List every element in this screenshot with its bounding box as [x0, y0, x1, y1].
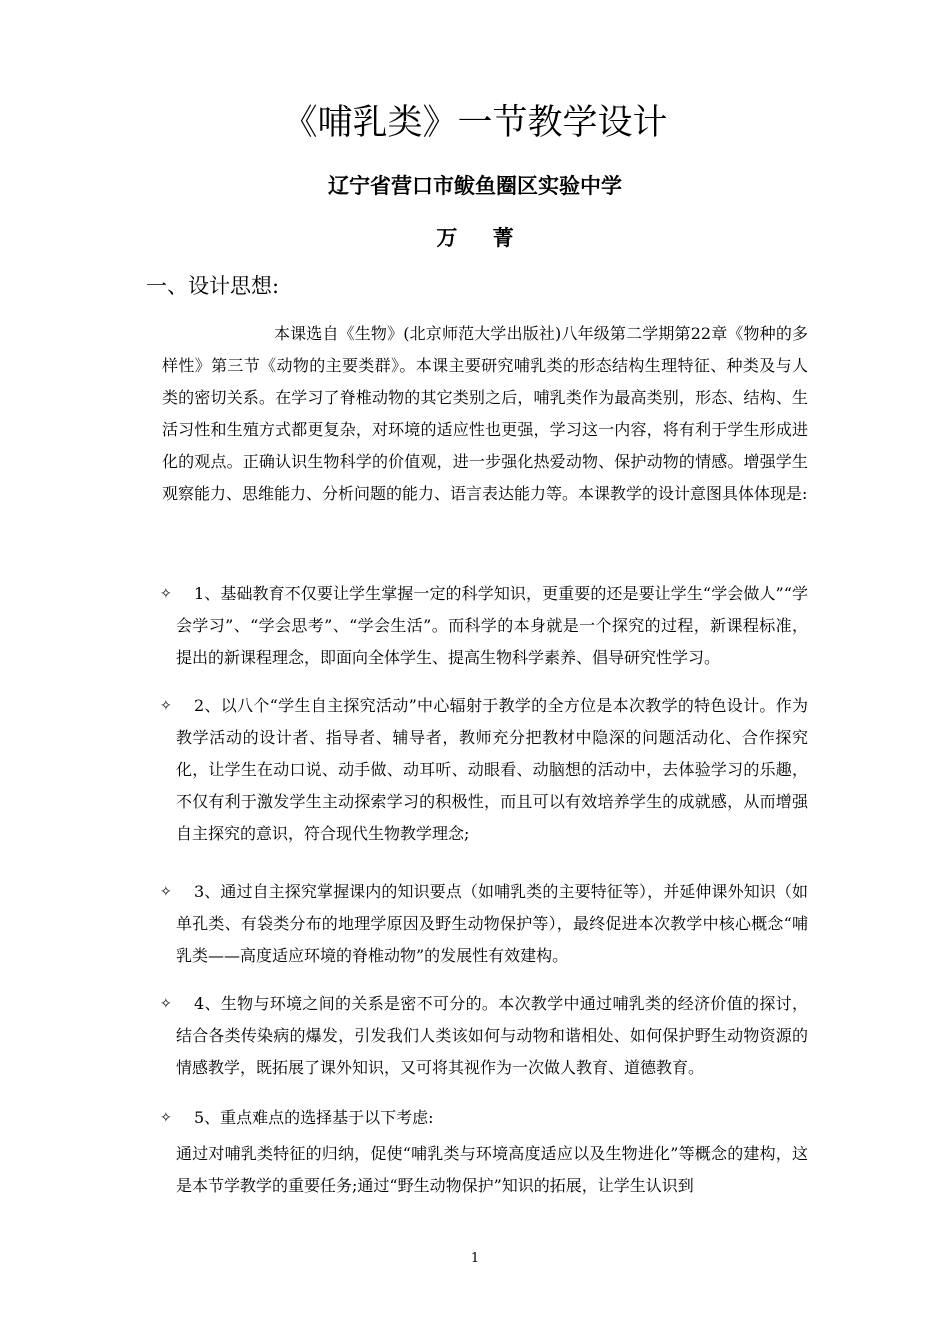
section-heading: 一、设计思想:: [146, 274, 280, 298]
document-title: 《哺乳类》一节教学设计: [282, 103, 668, 143]
bullet-item-5: 5、重点难点的选择基于以下考虑:: [194, 1108, 434, 1127]
bullet-marker-icon: ✧: [160, 586, 172, 602]
bullet-item-3: 3、通过自主探究掌握课内的知识要点（如哺乳类的主要特征等），并延伸课外知识（如单孔类、有袋类分布的地理学原因及野生动物保护等），最终促进本次教学中核心概念“哺乳类——高度适应环境的脊椎动物”的发展性有效建构。: [176, 882, 808, 965]
bullet-marker-icon: ✧: [160, 698, 172, 714]
bullet-marker-icon: ✧: [160, 1110, 172, 1126]
bullet-item-4: 4、生物与环境之间的关系是密不可分的。本次教学中通过哺乳类的经济价值的探讨，结合各类传染病的爆发，引发我们人类该如何与动物和谐相处、如何保护野生动物资源的情感教学，既拓展了课外知识，又可将其视作为一次做人教育、道德教育。: [176, 994, 808, 1077]
intro-paragraph: 本课选自《生物》(北京师范大学出版社)八年级第二学期第22章《物种的多样性》第三节《动物的主要类群》。本课主要研究哺乳类的形态结构生理特征、种类及与人类的密切关系。在学习了脊椎动物的其它类别之后，哺乳类作为最高类别，形态、结构、生活习性和生殖方式都更复杂，对环境的适应性也更强，学习这一内容，将有利于学生形成进化的观点。正确认识生物科学的价值观，进一步强化热爱动物、保护动物的情感。增强学生观察能力、思维能力、分析问题的能力、语言表达能力等。本课教学的设计意图具体体现是:: [162, 324, 808, 503]
school-name: 辽宁省营口市鲅鱼圈区实验中学: [328, 174, 622, 198]
bullet-item-1: 1、基础教育不仅要让学生掌握一定的科学知识，更重要的还是要让学生“学会做人”“学会学习”、“学会思考”、“学会生活”。而科学的本身就是一个探究的过程，新课程标准，提出的新课程理念，即面向全体学生、提高生物科学素养、倡导研究性学习。: [176, 584, 808, 667]
bullet-item-2: 2、以八个“学生自主探究活动”中心辐射于教学的全方位是本次教学的特色设计。作为教学活动的设计者、指导者、辅导者，教师充分把教材中隐深的问题活动化、合作探究化，让学生在动口说、动手做、动耳听、动眼看、动脑想的活动中，去体验学习的乐趣，不仅有利于激发学生主动探索学习的积极性，而且可以有效培养学生的成就感，从而增强自主探究的意识，符合现代生物教学理念;: [176, 696, 808, 843]
closing-paragraph: 通过对哺乳类特征的归纳，促使“哺乳类与环境高度适应以及生物进化”等概念的建构，这是本节学教学的重要任务;通过“野生动物保护”知识的拓展，让学生认识到: [176, 1144, 808, 1195]
author-name: 万 菁: [436, 226, 514, 250]
bullet-marker-icon: ✧: [160, 996, 172, 1012]
page-number: 1: [470, 1251, 480, 1266]
bullet-marker-icon: ✧: [160, 884, 172, 900]
